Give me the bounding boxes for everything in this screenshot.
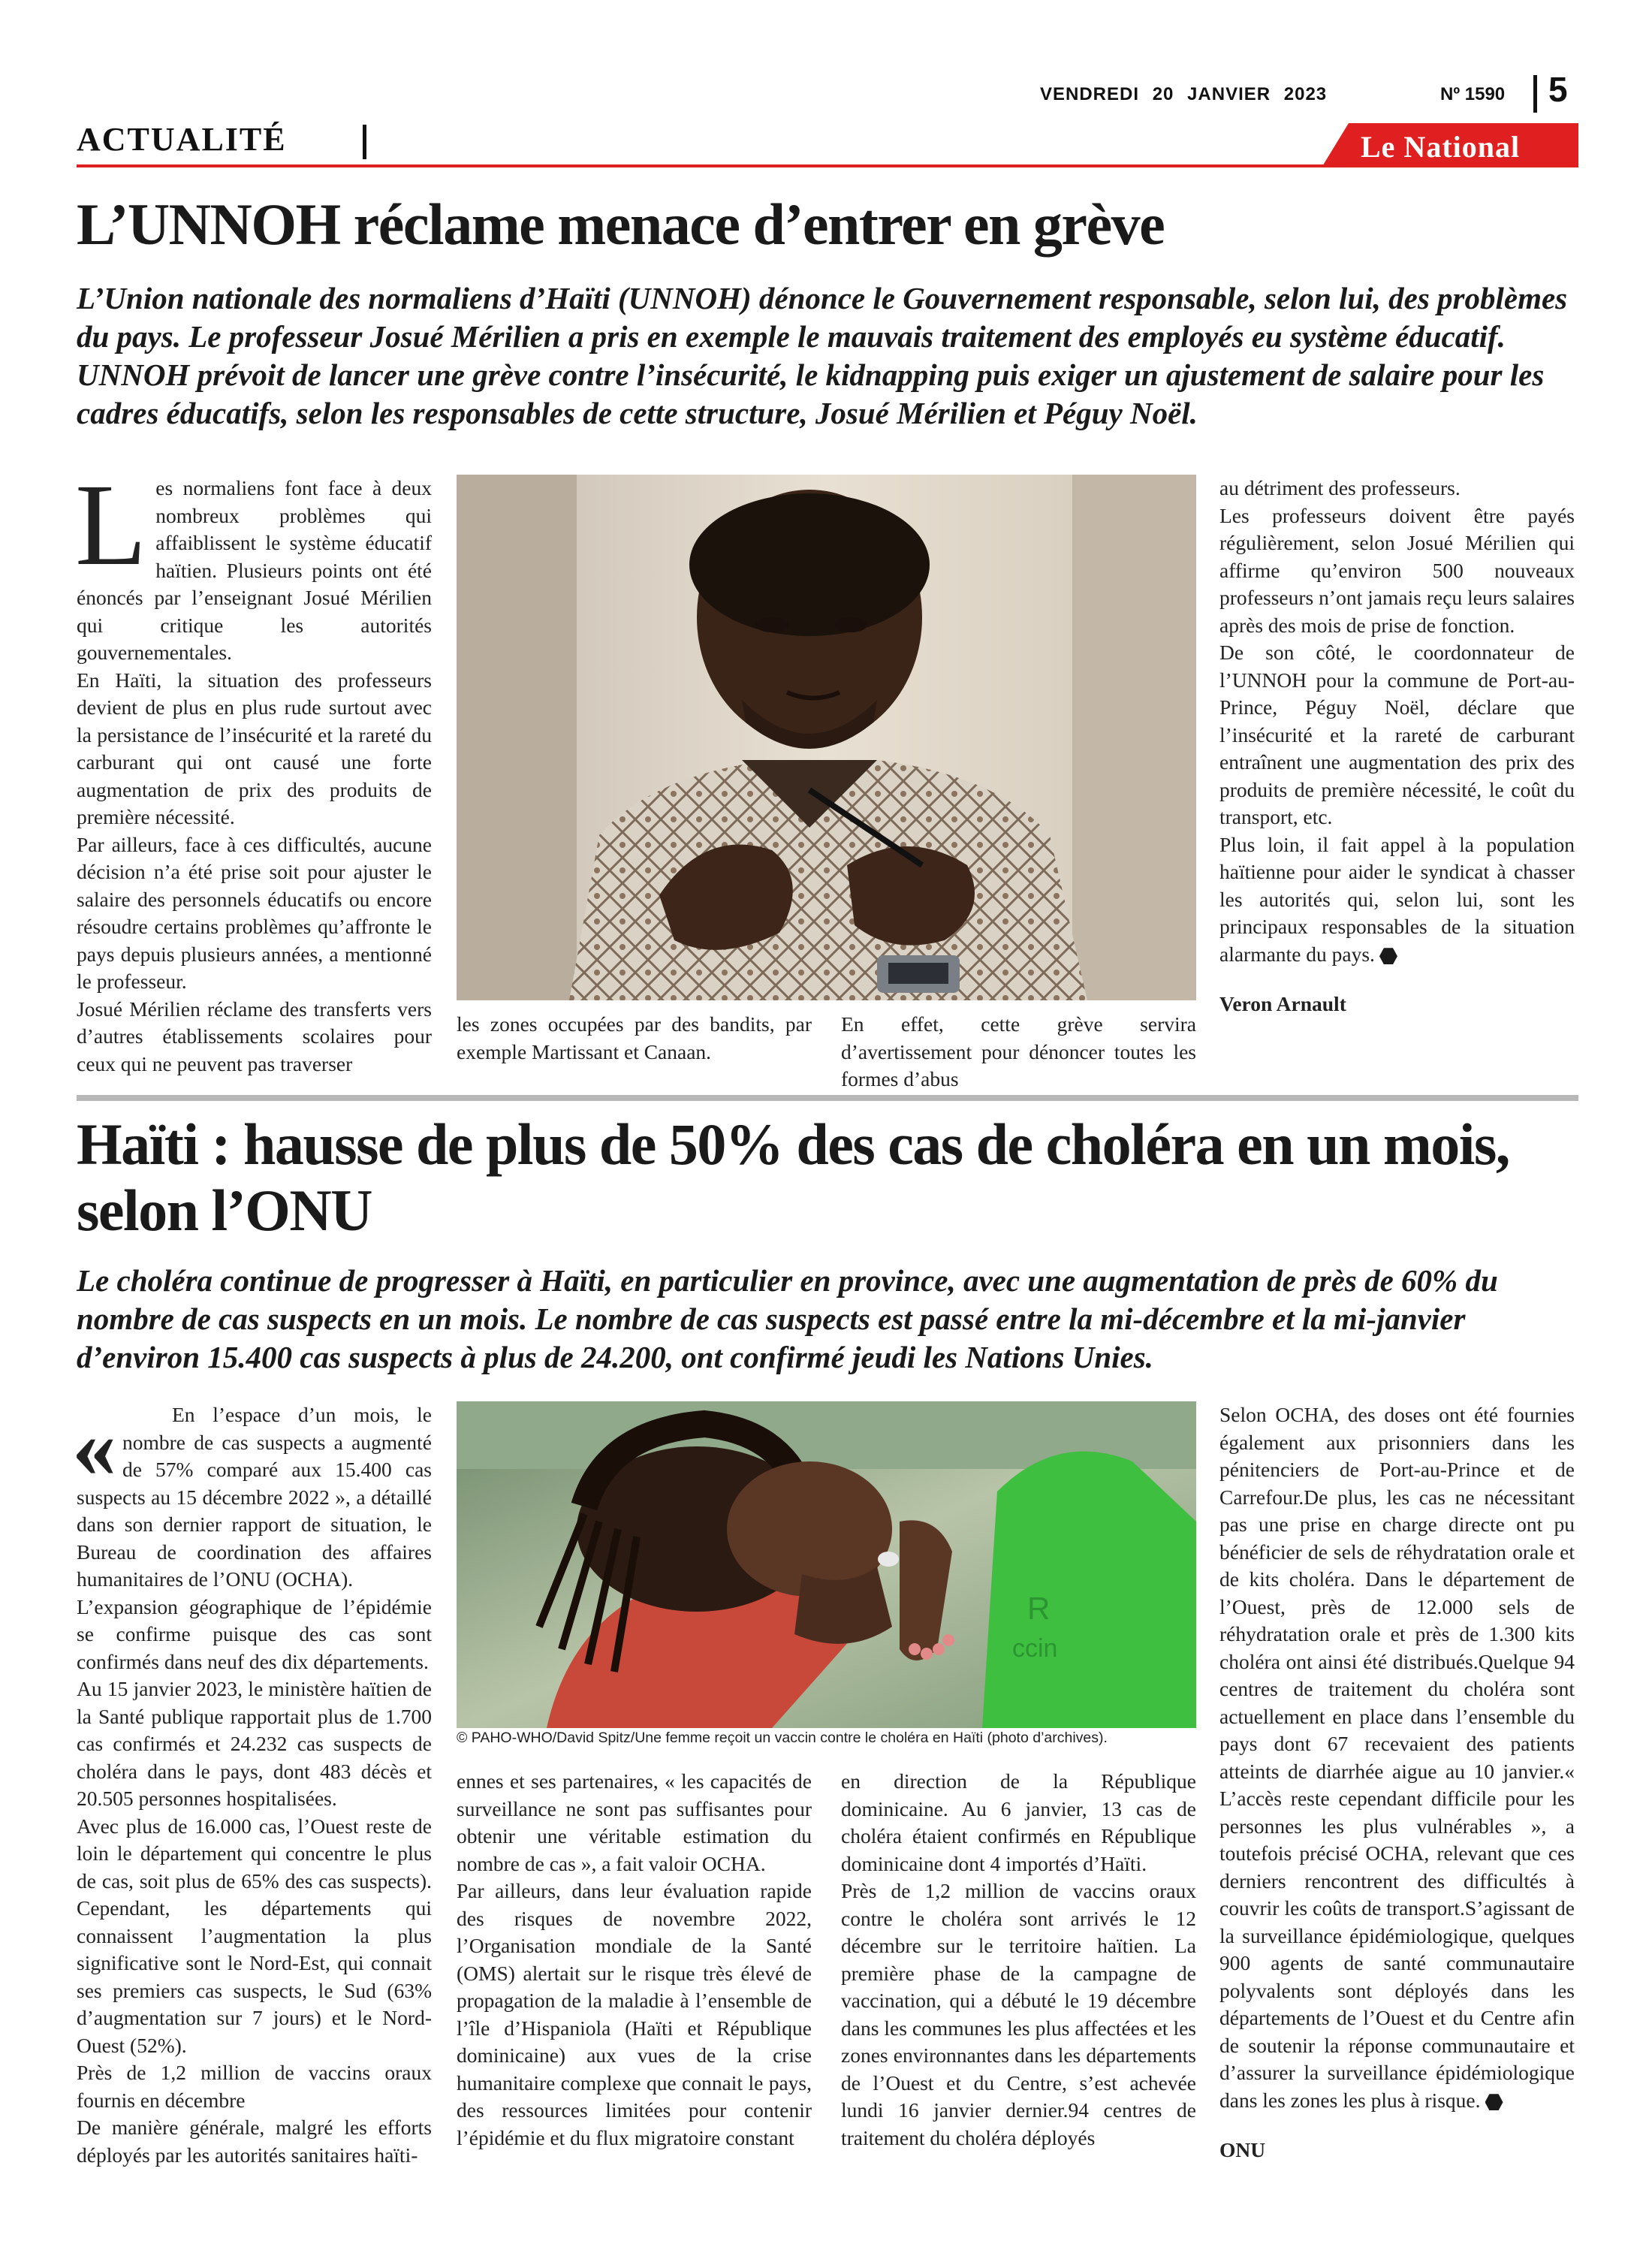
article2-paragraph: L’expansion géographique de l’épidémie se confirme puisque des cas sont confirmés dans neuf des dix départements. [77, 1594, 432, 1673]
article1-paragraph: les zones occupées par des bandits, par exemple Martissant et Canaan. [457, 1012, 812, 1063]
article1-paragraph: Les professeurs doivent être payés régulièrement, selon Josué Mérilien qui affirme qu’environ 500 nouveaux professeurs n’ont jamais reçu leurs salaires après des mois de prise de fonction. [1219, 503, 1575, 637]
article2-paragraph: De manière générale, malgré les efforts déployés par les autorités sanitaires haïti- [77, 2116, 432, 2167]
article1-lede: L’Union nationale des normaliens d’Haïti (UNNOH) dénonce le Gouvernement responsable, selon lui, des problèmes du pays. Le professeur Josué Mérilien a pris en exemple le mauvais traitement des employés eu système éducatif. UNNOH prévoit de lancer une grève contre l’insécurité, le kidnapping puis exiger un ajustement de salaire pour les cadres éducatifs, selon les responsables de cette structure, Josué Mérilien et Péguy Noël. [77, 281, 1568, 430]
article2-column-4 [1219, 1401, 1575, 2164]
section-label: ACTUALITÉ [77, 121, 287, 158]
article1-column-1 [75, 460, 432, 1078]
svg-text:R: R [1027, 1591, 1051, 1626]
article2-paragraph: ennes et ses partenaires, « les capacités de surveillance ne sont pas suffisantes pour obtenir une véritable estimation du nombre de cas », a fait valoir OCHA. [457, 1769, 812, 1875]
article1-paragraph: En effet, cette grève servira d’avertissement pour dénoncer toutes les formes d’abus [841, 1012, 1196, 1090]
article2-paragraph: Selon OCHA, des doses ont été fournies également aux prisonniers dans les pénitenciers de Port-au-Prince et de Carrefour.De plus, les cas ne nécessitant pas une prise en charge directe ont pu bénéficier de sels de réhydratation orale et de kits choléra. Dans le département de l’Ouest, près de 12.000 sels de réhydratation orale et près de 1.300 kits choléra ont ainsi été distribués.Quelque 94 centres de traitement du choléra sont actuellement en place dans l’ensemble du pays dont 67 recevaient des patients atteints de diarrhée aigue au 10 janvier.« L’accès reste cependant difficile pour les personnes les plus vulnérables », a toutefois précisé OCHA, relevant que ces derniers rencontrent des difficultés à couvrir les coûts de transport.S’agissant de la surveillance épidémiologique, quelques 900 agents de santé communautaire polyvalents sont déployés dans les départements de l’Ouest et du Centre afin de soutenir la réponse communautaire et d’assurer la surveillance épidémiologique dans les zones les plus à risque. [1219, 1403, 1575, 2112]
article1-photo-teacher [457, 475, 1196, 1000]
article1-paragraph: au détriment des professeurs. [1219, 476, 1461, 499]
end-of-article-icon [1379, 948, 1397, 964]
section-divider [363, 125, 366, 159]
brand-name: Le National [1361, 130, 1521, 164]
drop-cap: L [75, 460, 147, 590]
article1-paragraph: En Haïti, la situation des professeurs devient de plus en plus rude surtout avec la persistance de l’insécurité et la rareté du carburant qui ont causé une forte augmentation de prix des produits de première nécessité. [77, 668, 432, 828]
article2-photo-vaccination [457, 1401, 1196, 1728]
article2-paragraph: Près de 1,2 million de vaccins oraux contre le choléra sont arrivés le 12 décembre sur le territoire haïtien. La première phase de la campagne de vaccination, qui a débuté le 19 décembre dans les communes les plus affectées et les zones environnantes dans les départements de l’Ouest et du Centre, s’est achevée lundi 16 janvier dernier.94 centres de traitement du choléra déployés [841, 1879, 1196, 2149]
article2-column-1 [72, 1398, 432, 2169]
end-of-article-icon [1485, 2094, 1503, 2110]
article1-paragraph: Les normaliens font face à deux nombreux problèmes qui affaiblissent le système éducatif haïtien. Plusieurs points ont été énoncés par l’enseignant Josué Mérilien qui critique les autorités gouvernementales. [75, 460, 432, 664]
article-separator [77, 1095, 1578, 1101]
article1-headline: L’UNNOH réclame menace d’entrer en grève [77, 192, 1165, 257]
svg-text:ccin: ccin [1012, 1634, 1058, 1663]
article2-paragraph: « En l’espace d’un mois, le nombre de cas suspects a augmenté de 57% comparé aux 15.400 cas suspects au 15 décembre 2022 », a détaillé dans son dernier rapport de situation, le Bureau de coordination des affaires humanitaires de l’ONU (OCHA). [72, 1398, 432, 1591]
article2-headline: Haïti : hausse de plus de 50% des cas de choléra en un mois, selon l’ONU [77, 1111, 1509, 1243]
article2-paragraph: Avec plus de 16.000 cas, l’Ouest reste de loin le département qui concentre le plus de cas, soit plus de 65% des cas suspects). Cependant, les départements qui connaissent l’augmentation la plus significative sont le Nord-Est, qui connait ses premiers cas suspects, le Sud (63% d’augmentation sur 7 jours) et le Nord-Ouest (52%). [77, 1814, 432, 2057]
article2-column-3 [841, 1768, 1196, 2152]
article2-paragraph: Au 15 janvier 2023, le ministère haïtien de la Santé publique rapportait plus de 1.700 cas confirmés et 24.232 cas suspects de choléra dans le pays, dont 483 décès et 20.505 personnes hospitalisées. [77, 1677, 432, 1810]
article2-paragraph: en direction de la République dominicaine. Au 6 janvier, 13 cas de choléra étaient confirmés en République dominicaine dont 4 importés d’Haïti. [841, 1769, 1196, 1875]
article2-subhead: Près de 1,2 million de vaccins oraux fournis en décembre [77, 2061, 432, 2112]
article1-byline: Veron Arnault [1219, 992, 1346, 1015]
article1-paragraph: De son côté, le coordonnateur de l’UNNOH pour la commune de Port-au-Prince, Péguy Noël, déclare que l’insécurité et la rareté de carburant entraînent une augmentation des prix des produits de première nécessité, le coût du transport, etc. [1219, 641, 1575, 828]
article2-lede: Le choléra continue de progresser à Haïti, en particulier en province, avec une augmentation de près de 60% du nombre de cas suspects en un mois. Le nombre de cas suspects est passé entre la mi-décembre et la mi-janvier d’environ 15.400 cas suspects à plus de 24.200, ont confirmé jeudi les Nations Unies. [77, 1263, 1498, 1374]
page-divider [1533, 75, 1537, 113]
photo-credit: © PAHO-WHO/David Spitz/Une femme reçoit un vaccin contre le choléra en Haïti (photo d’archives). [457, 1730, 1108, 1746]
article2-paragraph: Par ailleurs, dans leur évaluation rapide des risques de novembre 2022, l’Organisation mondiale de la Santé (OMS) alertait sur le risque très élevé de propagation de la maladie à l’ensemble de l’île d’Hispaniola (Haïti et République dominicaine) aux vues de la crise humanitaire complexe que connait le pays, des ressources limitées pour contenir l’épidémie et du flux migratoire constant [457, 1879, 812, 2149]
page-number: 5 [1548, 70, 1568, 109]
article2-byline: ONU [1219, 2138, 1266, 2161]
issue-number: Nº 1590 [1440, 84, 1506, 104]
article2-column-2 [457, 1768, 812, 2152]
issue-date: VENDREDI 20 JANVIER 2023 [1040, 84, 1328, 104]
article1-paragraph: Josué Mérilien réclame des transferts vers d’autres établissements scolaires pour ceux qui ne peuvent pas traverser [77, 997, 432, 1075]
article1-paragraph: Plus loin, il fait appel à la population haïtienne pour aider le syndicat à chasser les autorités qui, selon lui, sont les principaux responsables de la situation alarmante du pays. [1219, 832, 1575, 966]
article1-paragraph: Par ailleurs, face à ces difficultés, aucune décision n’a été prise soit pour ajuster le salaire des personnels éducatifs ou encore résoudre certains problèmes qu’affronte le pays depuis plusieurs années, a mentionné le professeur. [77, 832, 432, 993]
article1-column-3 [841, 1011, 1196, 1093]
article1-column-4 [1219, 475, 1575, 1018]
article1-column-2 [457, 1011, 812, 1066]
opening-quote-mark: « [72, 1398, 116, 1496]
